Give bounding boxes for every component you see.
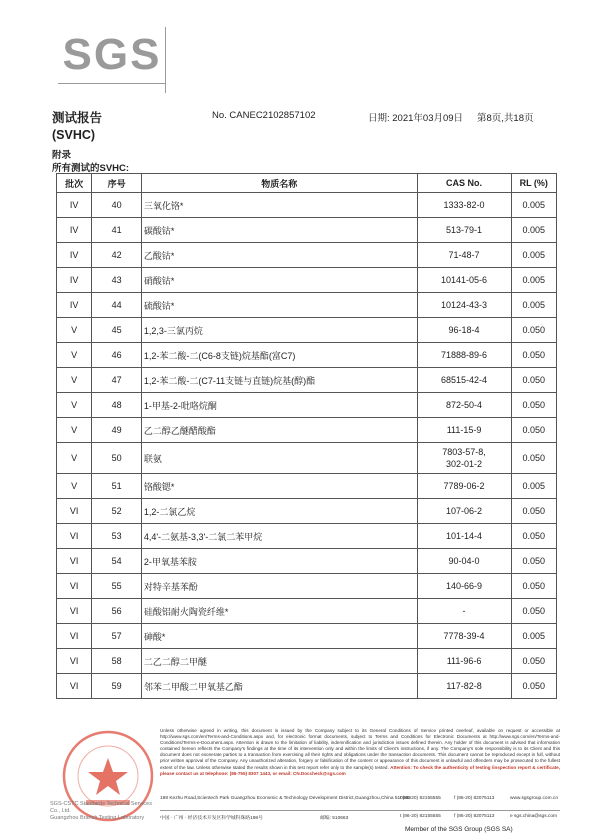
cell-rl: 0.050 <box>511 368 556 393</box>
report-number: No. CANEC2102857102 <box>212 110 316 121</box>
col-header-cas: CAS No. <box>417 174 511 193</box>
cell-rl: 0.050 <box>511 343 556 368</box>
cell-substance: 硫酸钴* <box>141 293 417 318</box>
table-row <box>57 443 557 474</box>
table-header-row <box>57 174 557 193</box>
telephone-en: t (86-20) 82155555 <box>400 796 441 801</box>
cell-batch: IV <box>57 218 92 243</box>
cell-substance: 硝酸钴* <box>141 268 417 293</box>
logo-rule-horizontal <box>58 83 166 84</box>
cell-cas: 140-66-9 <box>417 574 511 599</box>
sgs-logo-text: SGS <box>62 30 162 79</box>
appendix-heading: 附录 <box>52 150 72 161</box>
cas-line: 302-01-2 <box>446 459 483 469</box>
cell-cas <box>417 443 511 474</box>
cell-number: 42 <box>92 243 141 268</box>
cell-cas: 107-06-2 <box>417 499 511 524</box>
cell-batch: V <box>57 368 92 393</box>
cell-cas: 71888-89-6 <box>417 343 511 368</box>
table-row <box>57 624 557 649</box>
footer-divider <box>160 810 560 811</box>
section-heading: 所有测试的SVHC: <box>52 163 130 174</box>
cell-cas: 872-50-4 <box>417 393 511 418</box>
cell-rl: 0.050 <box>511 318 556 343</box>
cell-number: 55 <box>92 574 141 599</box>
fax-cn: f (86-20) 82075113 <box>454 814 495 819</box>
website-link[interactable]: www.sgsgroup.com.cn <box>510 796 558 801</box>
cell-cas: 117-82-8 <box>417 674 511 699</box>
cell-batch: VI <box>57 549 92 574</box>
report-subtitle: (SVHC) <box>52 128 96 142</box>
cell-substance: 1,2-苯二酸-二(C6-8支链)烷基酯(富C7) <box>141 343 417 368</box>
cell-substance: 1,2-苯二酸-二(C7-11支链与直链)烷基(醇)酯 <box>141 368 417 393</box>
table-row <box>57 268 557 293</box>
cell-rl: 0.005 <box>511 193 556 218</box>
cell-cas: 7778-39-4 <box>417 624 511 649</box>
col-header-rl: RL (%) <box>511 174 556 193</box>
cell-batch: IV <box>57 293 92 318</box>
cell-rl: 0.050 <box>511 574 556 599</box>
cell-batch: IV <box>57 243 92 268</box>
cell-substance: 砷酸* <box>141 624 417 649</box>
cell-cas: 10124-43-3 <box>417 293 511 318</box>
lab-name <box>50 801 160 822</box>
address-en: 198 Kezhu Road,Scientech Park Guangzhou Economic & Technology Development District,Guangzhou,China 510663 <box>160 796 411 801</box>
table-row <box>57 649 557 674</box>
cell-substance: 1,2,3-三氯丙烷 <box>141 318 417 343</box>
cell-cas: 1333-82-0 <box>417 193 511 218</box>
cas-line: 7803-57-8, <box>442 447 486 457</box>
cell-number: 53 <box>92 524 141 549</box>
table-row <box>57 474 557 499</box>
postcode-cn: 邮编: 510663 <box>320 816 349 821</box>
table-body <box>57 193 557 699</box>
cell-rl: 0.005 <box>511 243 556 268</box>
cell-rl: 0.050 <box>511 649 556 674</box>
cell-substance: 2-甲氧基苯胺 <box>141 549 417 574</box>
cell-rl: 0.005 <box>511 218 556 243</box>
cell-substance: 乙二醇乙醚醋酸酯 <box>141 418 417 443</box>
cell-rl: 0.005 <box>511 268 556 293</box>
cell-cas: 101-14-4 <box>417 524 511 549</box>
cell-batch: VI <box>57 649 92 674</box>
authenticity-notice: Attention: To check the authenticity of testing /inspection report & certificate, please contact us at telephone: (86-755) 8307 1443, or email: CN.Doccheck@sgs.com <box>160 764 560 776</box>
lab-name-line1: SGS-CSTC Standards Technical Services Co., Ltd. <box>50 801 152 814</box>
svhc-table <box>56 173 557 699</box>
table-row <box>57 218 557 243</box>
cell-rl: 0.050 <box>511 499 556 524</box>
cell-number: 50 <box>92 443 141 474</box>
cell-number: 44 <box>92 293 141 318</box>
cell-batch: V <box>57 418 92 443</box>
cell-number: 49 <box>92 418 141 443</box>
cell-number: 46 <box>92 343 141 368</box>
cell-batch: VI <box>57 499 92 524</box>
cell-substance: 铬酸锶* <box>141 474 417 499</box>
cell-substance: 对特辛基苯酚 <box>141 574 417 599</box>
cell-batch: IV <box>57 193 92 218</box>
cell-cas: 7789-06-2 <box>417 474 511 499</box>
cell-batch: VI <box>57 524 92 549</box>
cell-cas: - <box>417 599 511 624</box>
cell-number: 52 <box>92 499 141 524</box>
disclaimer <box>160 728 560 777</box>
cell-rl: 0.005 <box>511 624 556 649</box>
report-date: 日期: 2021年03月09日 <box>368 113 464 124</box>
telephone-cn: t (86-20) 82155555 <box>400 814 441 819</box>
cell-substance: 邻苯二甲酸二甲氧基乙酯 <box>141 674 417 699</box>
cell-batch: V <box>57 474 92 499</box>
page-indicator: 第8页,共18页 <box>477 113 534 124</box>
cell-rl: 0.050 <box>511 393 556 418</box>
table-row <box>57 499 557 524</box>
cell-substance: 碳酸钴* <box>141 218 417 243</box>
cell-cas: 96-18-4 <box>417 318 511 343</box>
lab-name-line2: Guangzhou Branch Testing Laboratory <box>50 815 145 821</box>
cell-cas: 90-04-0 <box>417 549 511 574</box>
cell-rl: 0.050 <box>511 599 556 624</box>
table-row <box>57 318 557 343</box>
member-notice: Member of the SGS Group (SGS SA) <box>405 826 513 833</box>
cell-number: 48 <box>92 393 141 418</box>
cell-substance: 4,4'-二氨基-3,3'-二氯二苯甲烷 <box>141 524 417 549</box>
cell-rl: 0.050 <box>511 418 556 443</box>
table-row <box>57 524 557 549</box>
cell-cas: 71-48-7 <box>417 243 511 268</box>
cell-rl: 0.005 <box>511 293 556 318</box>
cell-number: 57 <box>92 624 141 649</box>
cell-number: 40 <box>92 193 141 218</box>
cell-number: 56 <box>92 599 141 624</box>
table-row <box>57 293 557 318</box>
cell-rl: 0.050 <box>511 443 556 474</box>
cell-batch: VI <box>57 674 92 699</box>
cell-batch: VI <box>57 599 92 624</box>
cell-cas: 10141-05-6 <box>417 268 511 293</box>
table-row <box>57 243 557 268</box>
cell-number: 45 <box>92 318 141 343</box>
cell-substance: 联氨 <box>141 443 417 474</box>
disclaimer-text: Unless otherwise agreed in writing, this document is issued by the Company subject to its General Conditions of Service printed overleaf, available on request or accessible at http://www.sgs.com/en/Terms-and-Conditions.aspx and, for electronic format documents, subject to Terms and Conditions for Electronic Documents at http://www.sgs.com/en/Terms-and-Conditions/Terms-e-Document.aspx. Attention is drawn to the limitation of liability, indemnification and jurisdiction issues defined therein. Any holder of this document is advised that information contained hereon reflects the Company's findings at the time of its intervention only and within the limits of Client's instructions, if any. The Company's sole responsibility is to its Client and this document does not exonerate parties to a transaction from exercising all their rights and obligations under the transaction documents. This document cannot be reproduced except in full, without prior written approval of the Company. Any unauthorized alteration, forgery or falsification of the content or appearance of this document is unlawful and offenders may be prosecuted to the fullest extent of the law. Unless otherwise stated the results shown in this test report refer only to the sample(s) tested. <box>160 728 560 770</box>
cell-substance: 硅酸铝耐火陶瓷纤维* <box>141 599 417 624</box>
email-link[interactable]: e sgs.china@sgs.com <box>510 814 557 819</box>
cell-substance: 1,2-二氯乙烷 <box>141 499 417 524</box>
cell-number: 41 <box>92 218 141 243</box>
table-row <box>57 549 557 574</box>
cell-cas: 513-79-1 <box>417 218 511 243</box>
cell-number: 47 <box>92 368 141 393</box>
table-row <box>57 193 557 218</box>
cell-number: 43 <box>92 268 141 293</box>
cell-cas: 111-15-9 <box>417 418 511 443</box>
sgs-logo <box>58 27 170 85</box>
table-row <box>57 674 557 699</box>
cell-number: 54 <box>92 549 141 574</box>
table-row <box>57 574 557 599</box>
table-row <box>57 368 557 393</box>
cell-cas: 68515-42-4 <box>417 368 511 393</box>
cell-number: 58 <box>92 649 141 674</box>
cell-rl: 0.050 <box>511 674 556 699</box>
table-row <box>57 393 557 418</box>
cell-batch: V <box>57 443 92 474</box>
table-row <box>57 418 557 443</box>
col-header-substance: 物质名称 <box>141 174 417 193</box>
cell-rl: 0.005 <box>511 474 556 499</box>
report-title: 测试报告 <box>52 111 103 125</box>
cell-batch: V <box>57 393 92 418</box>
cell-substance: 二乙二醇二甲醚 <box>141 649 417 674</box>
cell-cas: 111-96-6 <box>417 649 511 674</box>
address-cn: 中国 · 广州 · 经济技术开发区科学城科珠路198号 <box>160 816 263 821</box>
cell-batch: IV <box>57 268 92 293</box>
table-row <box>57 599 557 624</box>
cell-batch: VI <box>57 574 92 599</box>
cell-number: 59 <box>92 674 141 699</box>
col-header-batch: 批次 <box>57 174 92 193</box>
table-row <box>57 343 557 368</box>
cell-substance: 乙酸钴* <box>141 243 417 268</box>
cell-substance: 1-甲基-2-吡咯烷酮 <box>141 393 417 418</box>
cell-batch: V <box>57 318 92 343</box>
fax-en: f (86-20) 82075113 <box>454 796 495 801</box>
cell-batch: V <box>57 343 92 368</box>
cell-substance: 三氧化铬* <box>141 193 417 218</box>
cell-number: 51 <box>92 474 141 499</box>
cell-batch: VI <box>57 624 92 649</box>
cell-rl: 0.050 <box>511 524 556 549</box>
cell-rl: 0.050 <box>511 549 556 574</box>
col-header-number: 序号 <box>92 174 141 193</box>
